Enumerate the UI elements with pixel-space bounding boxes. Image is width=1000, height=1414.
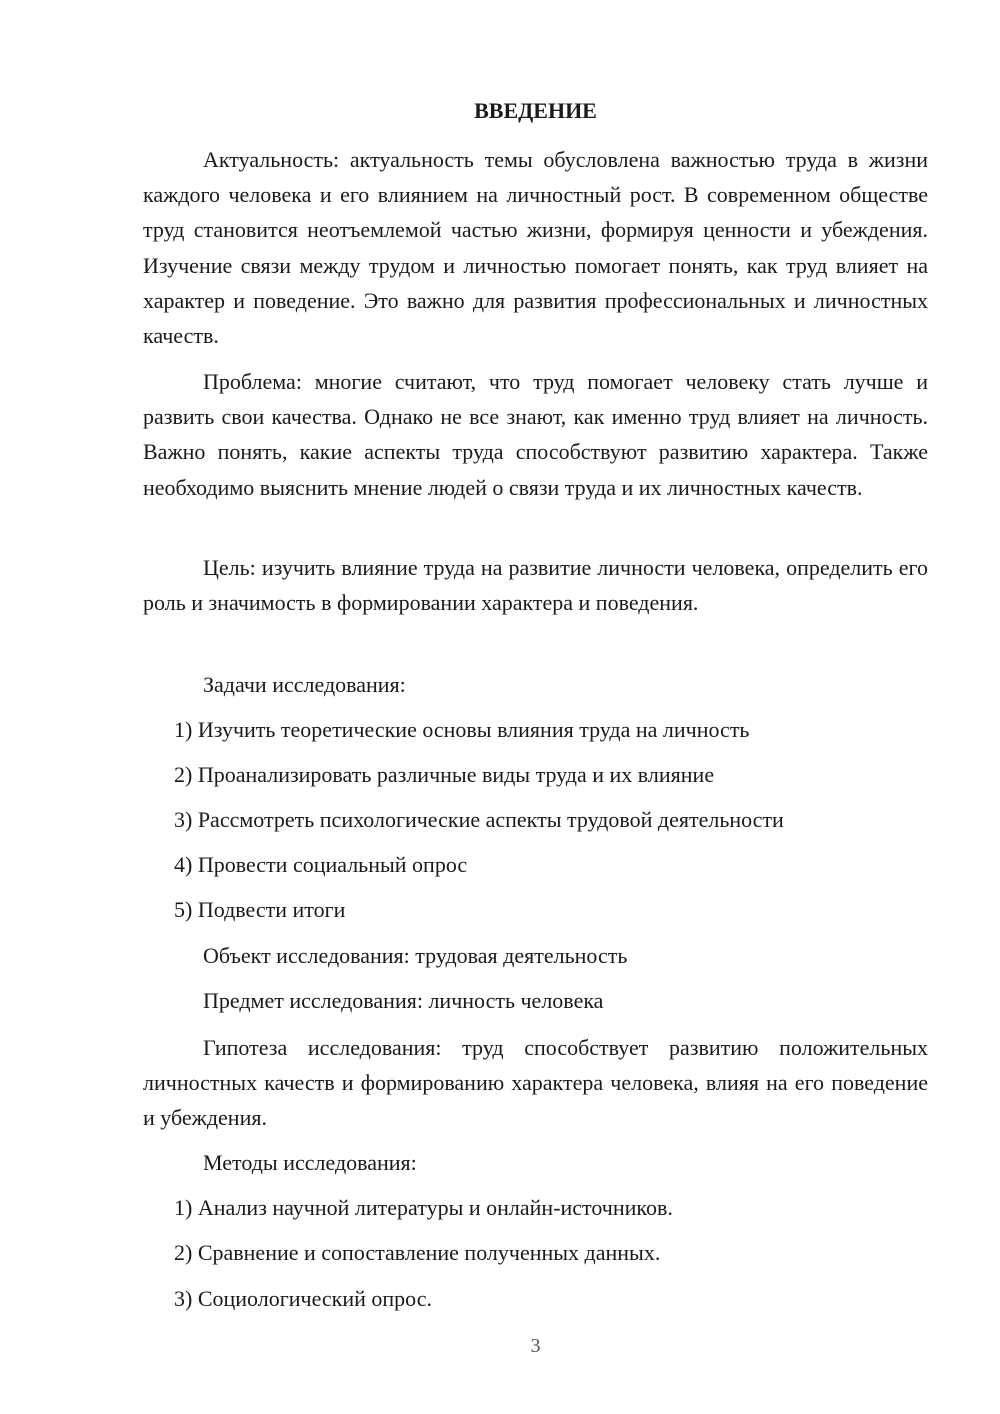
research-subject: Предмет исследования: личность человека bbox=[203, 988, 604, 1013]
methods-heading: Методы исследования: bbox=[203, 1150, 417, 1175]
task-item: 2) Проанализировать различные виды труда и их влияние bbox=[174, 762, 715, 787]
research-object: Объект исследования: трудовая деятельность bbox=[203, 943, 628, 968]
method-item: 2) Сравнение и сопоставление полученных данных. bbox=[174, 1240, 661, 1265]
method-item: 1) Анализ научной литературы и онлайн-источников. bbox=[174, 1195, 673, 1220]
hypothesis-paragraph: Гипотеза исследования: труд способствует развитию положительных личностных качеств и формированию характера человека, влияя на его поведение и убеждения. bbox=[143, 1035, 928, 1131]
task-item: 5) Подвести итоги bbox=[174, 897, 346, 922]
section-title: ВВЕДЕНИЕ bbox=[474, 98, 597, 123]
task-item: 3) Рассмотреть психологические аспекты трудовой деятельности bbox=[174, 807, 784, 832]
method-item: 3) Социологический опрос. bbox=[174, 1286, 432, 1311]
tasks-heading: Задачи исследования: bbox=[203, 672, 406, 697]
task-item: 4) Провести социальный опрос bbox=[174, 852, 468, 877]
page-number: 3 bbox=[530, 1335, 541, 1357]
task-item: 1) Изучить теоретические основы влияния труда на личность bbox=[174, 717, 750, 742]
goal-paragraph: Цель: изучить влияние труда на развитие личности человека, определить его роль и значимость в формировании характера и поведения. bbox=[143, 555, 928, 616]
document-page bbox=[143, 0, 928, 1414]
problem-paragraph: Проблема: многие считают, что труд помогает человеку стать лучше и развить свои качества. Однако не все знают, как именно труд влияет на личность. Важно понять, какие аспекты труда способствуют развитию характера. Также необходимо выяснить мнение людей о связи труда и их личностных качеств. bbox=[143, 369, 928, 500]
relevance-paragraph: Актуальность: актуальность темы обусловлена важностью труда в жизни каждого человека и его влиянием на личностный рост. В современном обществе труд становится неотъемлемой частью жизни, формируя ценности и убеждения. Изучение связи между трудом и личностью помогает понять, как труд влияет на характер и поведение. Это важно для развития профессиональных и личностных качеств. bbox=[143, 147, 928, 349]
